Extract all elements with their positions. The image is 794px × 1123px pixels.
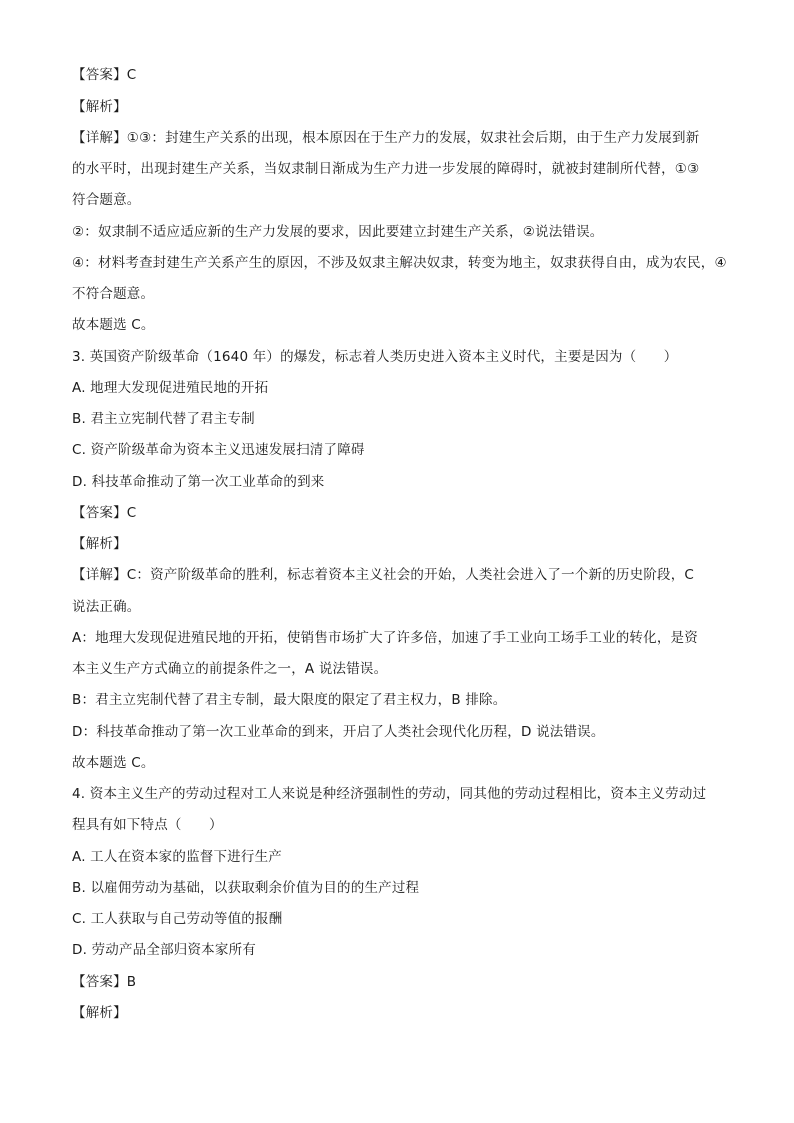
detail-paragraph: ②：奴隶制不适应适应新的生产力发展的要求，因此要建立封建生产关系，②说法错误。 xyxy=(72,224,604,240)
question-4-stem: 4. 资本主义生产的劳动过程对工人来说是种经济强制性的劳动，同其他的劳动过程相比，资本主义劳动过 xyxy=(72,786,707,802)
question-3-option-d: D. 科技革命推动了第一次工业革命的到来 xyxy=(72,474,325,490)
answer-label: 【答案】C xyxy=(72,505,137,521)
conclusion-text: 故本题选 C。 xyxy=(72,317,155,333)
question-3-option-c: C. 资产阶级革命为资本主义迅速发展扫清了障碍 xyxy=(72,442,365,458)
conclusion-text: 故本题选 C。 xyxy=(72,755,155,771)
question-3-option-b: B. 君主立宪制代替了君主专制 xyxy=(72,411,255,427)
answer-label: 【答案】C xyxy=(72,67,137,83)
detail-paragraph: 【详解】①③：封建生产关系的出现，根本原因在于生产力的发展，奴隶社会后期，由于生产力发展到新 xyxy=(72,130,700,146)
question-4-option-a: A. 工人在资本家的监督下进行生产 xyxy=(72,849,282,865)
detail-paragraph: 本主义生产方式确立的前提条件之一，A 说法错误。 xyxy=(72,661,388,677)
question-4-option-d: D. 劳动产品全部归资本家所有 xyxy=(72,942,256,958)
analysis-label: 【解析】 xyxy=(72,99,127,115)
answer-label: 【答案】B xyxy=(72,974,137,990)
detail-paragraph: 【详解】C：资产阶级革命的胜利，标志着资本主义社会的开始，人类社会进入了一个新的历史阶段，C xyxy=(72,567,695,583)
detail-paragraph: 符合题意。 xyxy=(72,192,141,208)
detail-paragraph: ④：材料考查封建生产关系产生的原因，不涉及奴隶主解决奴隶，转变为地主，奴隶获得自由，成为农民，④ xyxy=(72,255,727,271)
question-4-option-b: B. 以雇佣劳动为基础，以获取剩余价值为目的的生产过程 xyxy=(72,880,420,896)
question-4-option-c: C. 工人获取与自己劳动等值的报酬 xyxy=(72,911,283,927)
detail-paragraph: 的水平时，出现封建生产关系，当奴隶制日渐成为生产力进一步发展的障碍时，就被封建制所代替，①③ xyxy=(72,161,700,177)
analysis-label: 【解析】 xyxy=(72,1005,127,1021)
question-3-option-a: A. 地理大发现促进殖民地的开拓 xyxy=(72,380,269,396)
question-3-stem: 3. 英国资产阶级革命（1640 年）的爆发，标志着人类历史进入资本主义时代，主要是因为（ ） xyxy=(72,349,678,365)
detail-paragraph: 不符合题意。 xyxy=(72,286,155,302)
question-4-stem: 程具有如下特点（ ） xyxy=(72,817,223,833)
detail-paragraph: 说法正确。 xyxy=(72,599,141,615)
detail-paragraph: D：科技革命推动了第一次工业革命的到来，开启了人类社会现代化历程，D 说法错误。 xyxy=(72,724,605,740)
detail-paragraph: B：君主立宪制代替了君主专制，最大限度的限定了君主权力，B 排除。 xyxy=(72,692,507,708)
detail-paragraph: A：地理大发现促进殖民地的开拓，使销售市场扩大了许多倍，加速了手工业向工场手工业的转化，是资 xyxy=(72,630,698,646)
analysis-label: 【解析】 xyxy=(72,536,127,552)
